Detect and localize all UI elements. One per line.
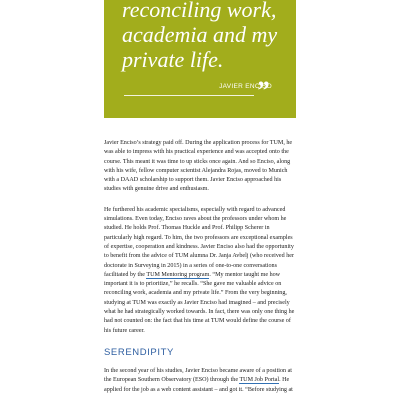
pull-quote-author: JAVIER ENCISO bbox=[219, 83, 272, 90]
paragraph-text: In the second year of his studies, Javier Enciso became aware of a position at the European Southern Observatory (ESO) through the bbox=[104, 367, 292, 384]
article-body bbox=[104, 139, 296, 406]
section-heading: SERENDIPITY bbox=[104, 346, 174, 358]
quote-mark-icon: ” bbox=[256, 76, 269, 105]
paragraph-text: Javier Enciso’s strategy paid off. During the application process for TUM, he was able to impress with his practical experience and was accepted onto the course. This meant it was time to up sticks once again. And so Enciso, along with his wife, fellow computer scientist Alejandra Rojas, moved to Munich with a DAAD scholarship to support them. Javier Enciso approached his studies with genuine drive and enthusiasm. bbox=[104, 140, 293, 193]
paragraph-text: . He applied for the job as a web content assistant – and got it. “Before studying at bbox=[104, 377, 293, 393]
pull-quote-text: reconciling work, academia and my private life. bbox=[122, 0, 278, 72]
pull-quote-divider bbox=[124, 95, 254, 96]
paragraph-text: He furthered his academic specialisms, especially with regard to advanced simulations. Even today, Enciso raves about the professors under whom he studied. He holds Prof. Thomas Huckle and Prof. Philipp Scherer in particularly high regard. To him, the two professors are exceptional examples of expertise, cooperation and kindness. Javier Enciso also had the opportunity to benefit from the advice of TUM alumna Dr. Janja Avbelj (who received her doctorate in Surveying in 2015) in a series of one-to-one conversations facilitated by the bbox=[104, 206, 294, 278]
article-paragraph bbox=[104, 367, 296, 395]
tum-mentoring-program-link[interactable]: TUM Mentoring program bbox=[146, 271, 210, 278]
tum-job-portal-link[interactable]: TUM Job Portal bbox=[239, 377, 280, 384]
pull-quote-box bbox=[104, 0, 296, 118]
article-paragraph bbox=[104, 139, 296, 195]
article-paragraph bbox=[104, 206, 296, 336]
paragraph-text: . “My mentor taught me how important it is to prioritize,” he recalls. “She gave me valuable advice on reconciling work, academia and my private life.” From the very beginning, studying at TUM was exactly as Javier Enciso had imagined – and precisely what he had strategically worked towards. In fact, there was only one thing he had not counted on: the fact that his time at TUM would define the course of his future career. bbox=[104, 271, 295, 334]
